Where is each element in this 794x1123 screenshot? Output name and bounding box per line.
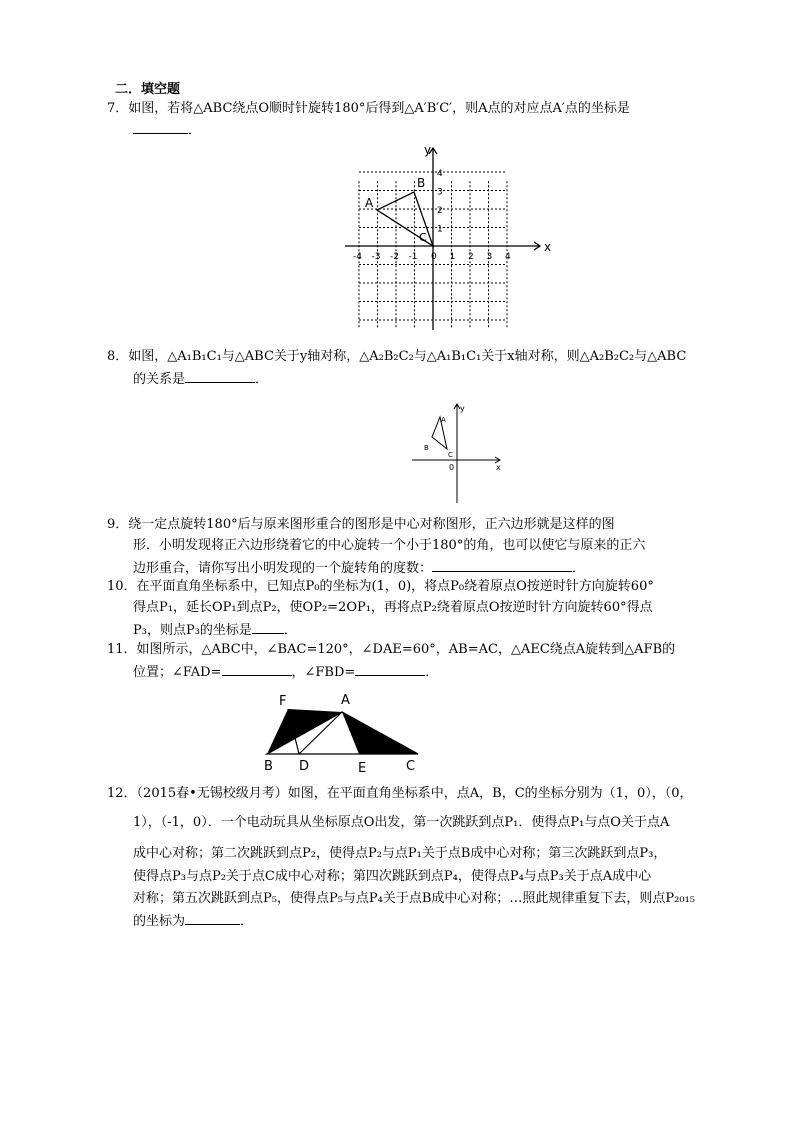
q8-coordinate-figure [410,400,510,510]
q9-line1: 9．绕一定点旋转180°后与原来图形重合的图形是中心对称图形，正六边形就是这样的图 [107,517,615,532]
q7-x-tick-label: 0 [431,252,437,262]
q7-x-tick-labels [353,252,511,262]
q12-line2: 1），（-1，0）．一个电动玩具从坐标原点O出发，第一次跳跃到点P₁．使得点P₁与点O关于点A [133,815,670,830]
q7-x-tick-label: -3 [371,252,381,262]
q11-fad-blank[interactable] [222,663,292,676]
q8-y-axis-label: y [460,404,465,413]
q11-fbd-blank[interactable] [355,663,425,676]
q8-line1: 8．如图，△A₁B₁C₁与△ABC关于y轴对称，△A₂B₂C₂与△A₁B₁C₁关于x轴对称，则△A₂B₂C₂与△ABC [107,349,687,364]
q12-line4: 使得点P₃与点P₂关于点C成中心对称；第四次跳跃到点P₄，使得点P₄与点P₃关于点A成中心 [133,869,652,884]
q12-line6: 的坐标为 ． [133,914,254,929]
q11-line2: 位置；∠FAD= ，∠FBD= ． [133,665,439,680]
q7-line1: 7．如图，若将△ABC绕点O顺时针旋转180°后得到△A′B′C′，则A点的对应点A′点的坐标是 [107,101,630,116]
q8-answer-blank[interactable] [185,370,255,383]
q7-y-axis-label: y [424,143,432,157]
q7-y-tick-label: 4 [437,169,443,179]
q11-triangle-figure [260,688,430,778]
q8-label-c: C [448,451,453,459]
q11-label-d: D [299,759,310,774]
q7-y-tick-labels [437,169,443,235]
q7-label-b: B [417,176,426,190]
q7-x-tick-label: 4 [505,252,511,262]
q10-line2: 得点P₁，延长OP₁到点P₂，使OP₂=2OP₁，再将点P₂绕着原点O按逆时针方向旋转60°得点 [133,600,653,615]
q12-answer-blank[interactable] [185,912,240,925]
q7-label-a: A [365,196,374,210]
q11-label-c: C [406,759,416,774]
q7-x-tick-label: -2 [390,252,399,262]
q11-line1: 11．如图所示，△ABC中，∠BAC=120°，∠DAE=60°，AB=AC，△AEC绕点A旋转到△AFB的 [107,642,676,657]
q7-x-axis-label: x [544,240,552,254]
q7-answer-blank[interactable] [133,121,188,134]
q8-origin-label: 0 [449,463,455,472]
q9-line3: 边形重合，请你写出小明发现的一个旋转角的度数： ． [133,561,586,576]
q10-answer-blank[interactable] [252,621,284,634]
q11-label-f: F [279,694,287,709]
q10-line3: P₃，则点P₃的坐标是 ． [133,623,297,638]
q12-line3: 成中心对称；第二次跳跃到点P₂，使得点P₂与点P₁关于点B成中心对称；第三次跳跃到点P₃， [133,846,667,861]
q7-coordinate-figure [340,140,560,340]
q7-x-tick-label: -4 [353,252,362,262]
q7-x-tick-label: 2 [468,252,474,262]
q7-y-tick-label: 2 [437,206,443,216]
q7-label-c: C [419,231,427,244]
q7-x-tick-label: 3 [486,252,493,262]
q7-x-tick-label: 1 [449,252,456,262]
q7-y-tick-label: 1 [437,224,443,235]
q10-line1: 10．在平面直角坐标系中，已知点P₀的坐标为(1，0)，将点P₀绕着原点O按逆时针方向旋转60° [107,579,654,594]
q11-label-a: A [341,693,350,708]
q7-x-tick-label: -1 [408,252,418,262]
q8-line2: 的关系是 ． [133,372,269,387]
q8-x-axis-label: x [496,463,501,472]
section-title: 二．填空题 [115,82,181,97]
q11-label-b: B [264,759,273,774]
q7-line2: ． [133,121,201,139]
q12-line1: 12．（2015春•无锡校级月考）如图，在平面直角坐标系中，点A，B，C的坐标分别为（1，0），（0， [107,786,693,801]
q9-answer-blank[interactable] [432,559,572,572]
q7-y-tick-label: 3 [437,187,443,198]
q11-label-e: E [358,761,367,776]
q8-label-a: A [441,416,446,424]
q9-line2: 形．小明发现将正六边形绕着它的中心旋转一个小于180°的角，也可以使它与原来的正六 [133,538,646,553]
q8-label-b: B [424,444,429,452]
q12-line5: 对称；第五次跳跃到点P₅，使得点P₅与点P₄关于点B成中心对称；…照此规律重复下去，则点P₂₀₁₅ [133,891,696,906]
